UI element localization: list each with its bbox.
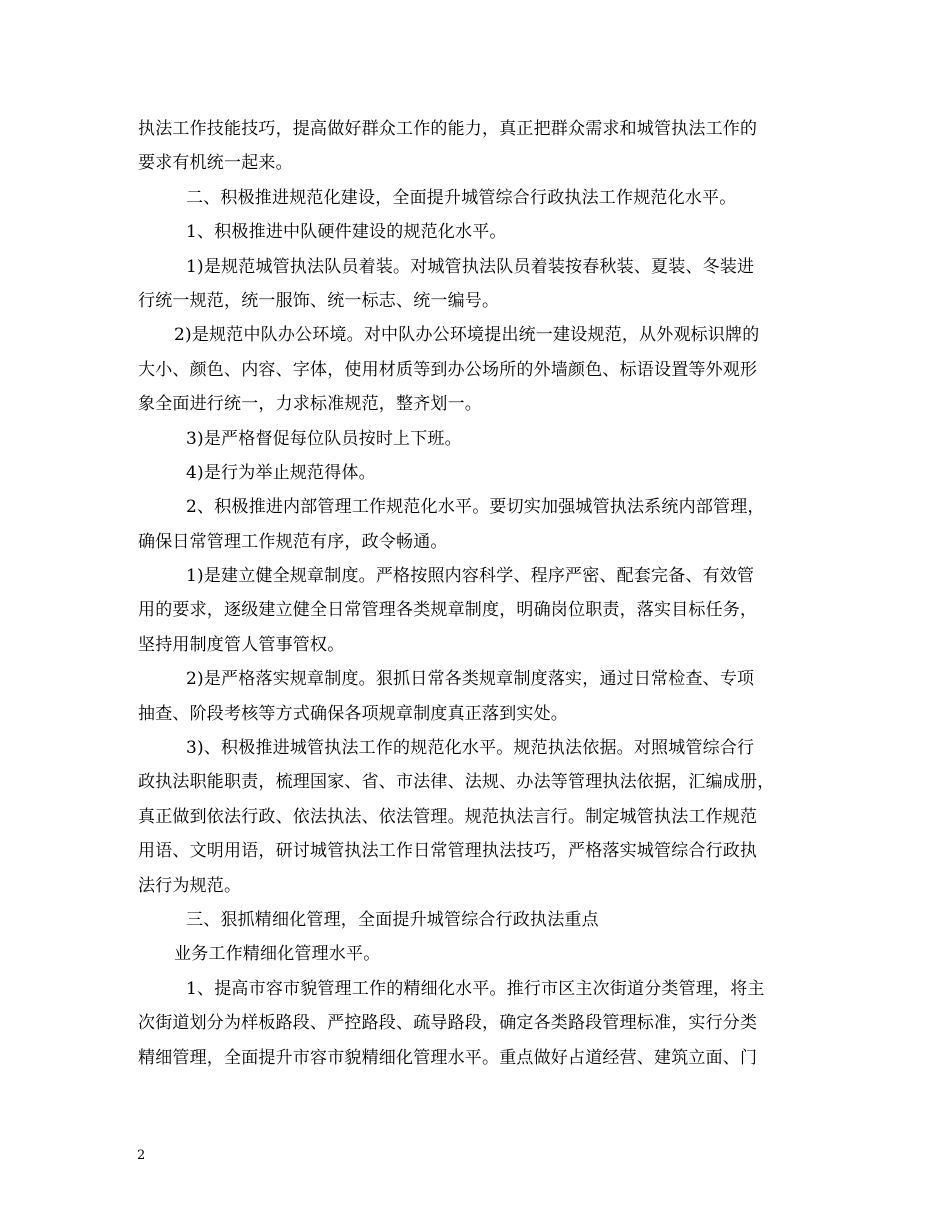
- text-line: 行统一规范，统一服饰、统一标志、统一编号。: [138, 290, 500, 311]
- page-number: 2: [137, 1148, 146, 1163]
- section-heading: 二、积极推进规范化建设，全面提升城管综合行政执法工作规范化水平。: [186, 187, 737, 208]
- text-line: 3)、积极推进城管执法工作的规范化水平。规范执法依据。对照城管综合行: [186, 738, 755, 759]
- text-line: 象全面进行统一，力求标准规范，整齐划一。: [138, 394, 482, 415]
- text-line: 用语、文明用语，研讨城管执法工作日常管理执法技巧，严格落实城管综合行政执: [138, 841, 758, 862]
- text-line: 确保日常管理工作规范有序，政令畅通。: [138, 531, 448, 552]
- body-text: [138, 112, 818, 1075]
- section-heading: 三、狠抓精细化管理，全面提升城管综合行政执法重点: [186, 909, 599, 930]
- text-line: 真正做到依法行政、依法执法、依法管理。规范执法言行。制定城管执法工作规范: [138, 806, 758, 827]
- text-line: 1)是建立健全规章制度。严格按照内容科学、程序严密、配套完备、有效管: [186, 566, 755, 587]
- text-line: 2)是严格落实规章制度。狠抓日常各类规章制度落实，通过日常检查、专项: [186, 669, 755, 690]
- text-line: 坚持用制度管人管事管权。: [138, 634, 345, 655]
- text-line: 1)是规范城管执法队员着装。对城管执法队员着装按春秋装、夏装、冬装进: [186, 256, 755, 277]
- text-line: 执法工作技能技巧，提高做好群众工作的能力，真正把群众需求和城管执法工作的: [138, 119, 758, 139]
- text-line: 精细管理，全面提升市容市貌精细化管理水平。重点做好占道经营、建筑立面、门: [138, 1047, 758, 1068]
- subsection-heading: 2、积极推进内部管理工作规范化水平。要切实加强城管执法系统内部管理，: [186, 497, 765, 518]
- text-line: 4)是行为举止规范得体。: [186, 462, 376, 483]
- text-line: 政执法职能职责，梳理国家、省、市法律、法规、办法等管理执法依据，汇编成册，: [138, 772, 775, 793]
- text-line: 次街道划分为样板路段、严控路段、疏导路段，确定各类路段管理标准，实行分类: [138, 1013, 758, 1034]
- text-line: 要求有机统一起来。: [138, 153, 293, 174]
- section-heading: 业务工作精细化管理水平。: [174, 944, 381, 965]
- text-line: 2)是规范中队办公环境。对中队办公环境提出统一建设规范，从外观标识牌的: [174, 325, 760, 346]
- text-line: 法行为规范。: [138, 875, 242, 896]
- text-line: 大小、颜色、内容、字体，使用材质等到办公场所的外墙颜色、标语设置等外观形: [138, 359, 758, 380]
- subsection-heading: 1、提高市容市貌管理工作的精细化水平。推行市区主次街道分类管理，将主: [186, 978, 765, 999]
- text-line: 用的要求，逐级建立健全日常管理各类规章制度，明确岗位职责，落实目标任务，: [138, 600, 758, 621]
- subsection-heading: 1、积极推进中队硬件建设的规范化水平。: [186, 222, 507, 243]
- text-line: 抽查、阶段考核等方式确保各项规章制度真正落到实处。: [138, 703, 568, 724]
- text-line: 3)是严格督促每位队员按时上下班。: [186, 428, 462, 449]
